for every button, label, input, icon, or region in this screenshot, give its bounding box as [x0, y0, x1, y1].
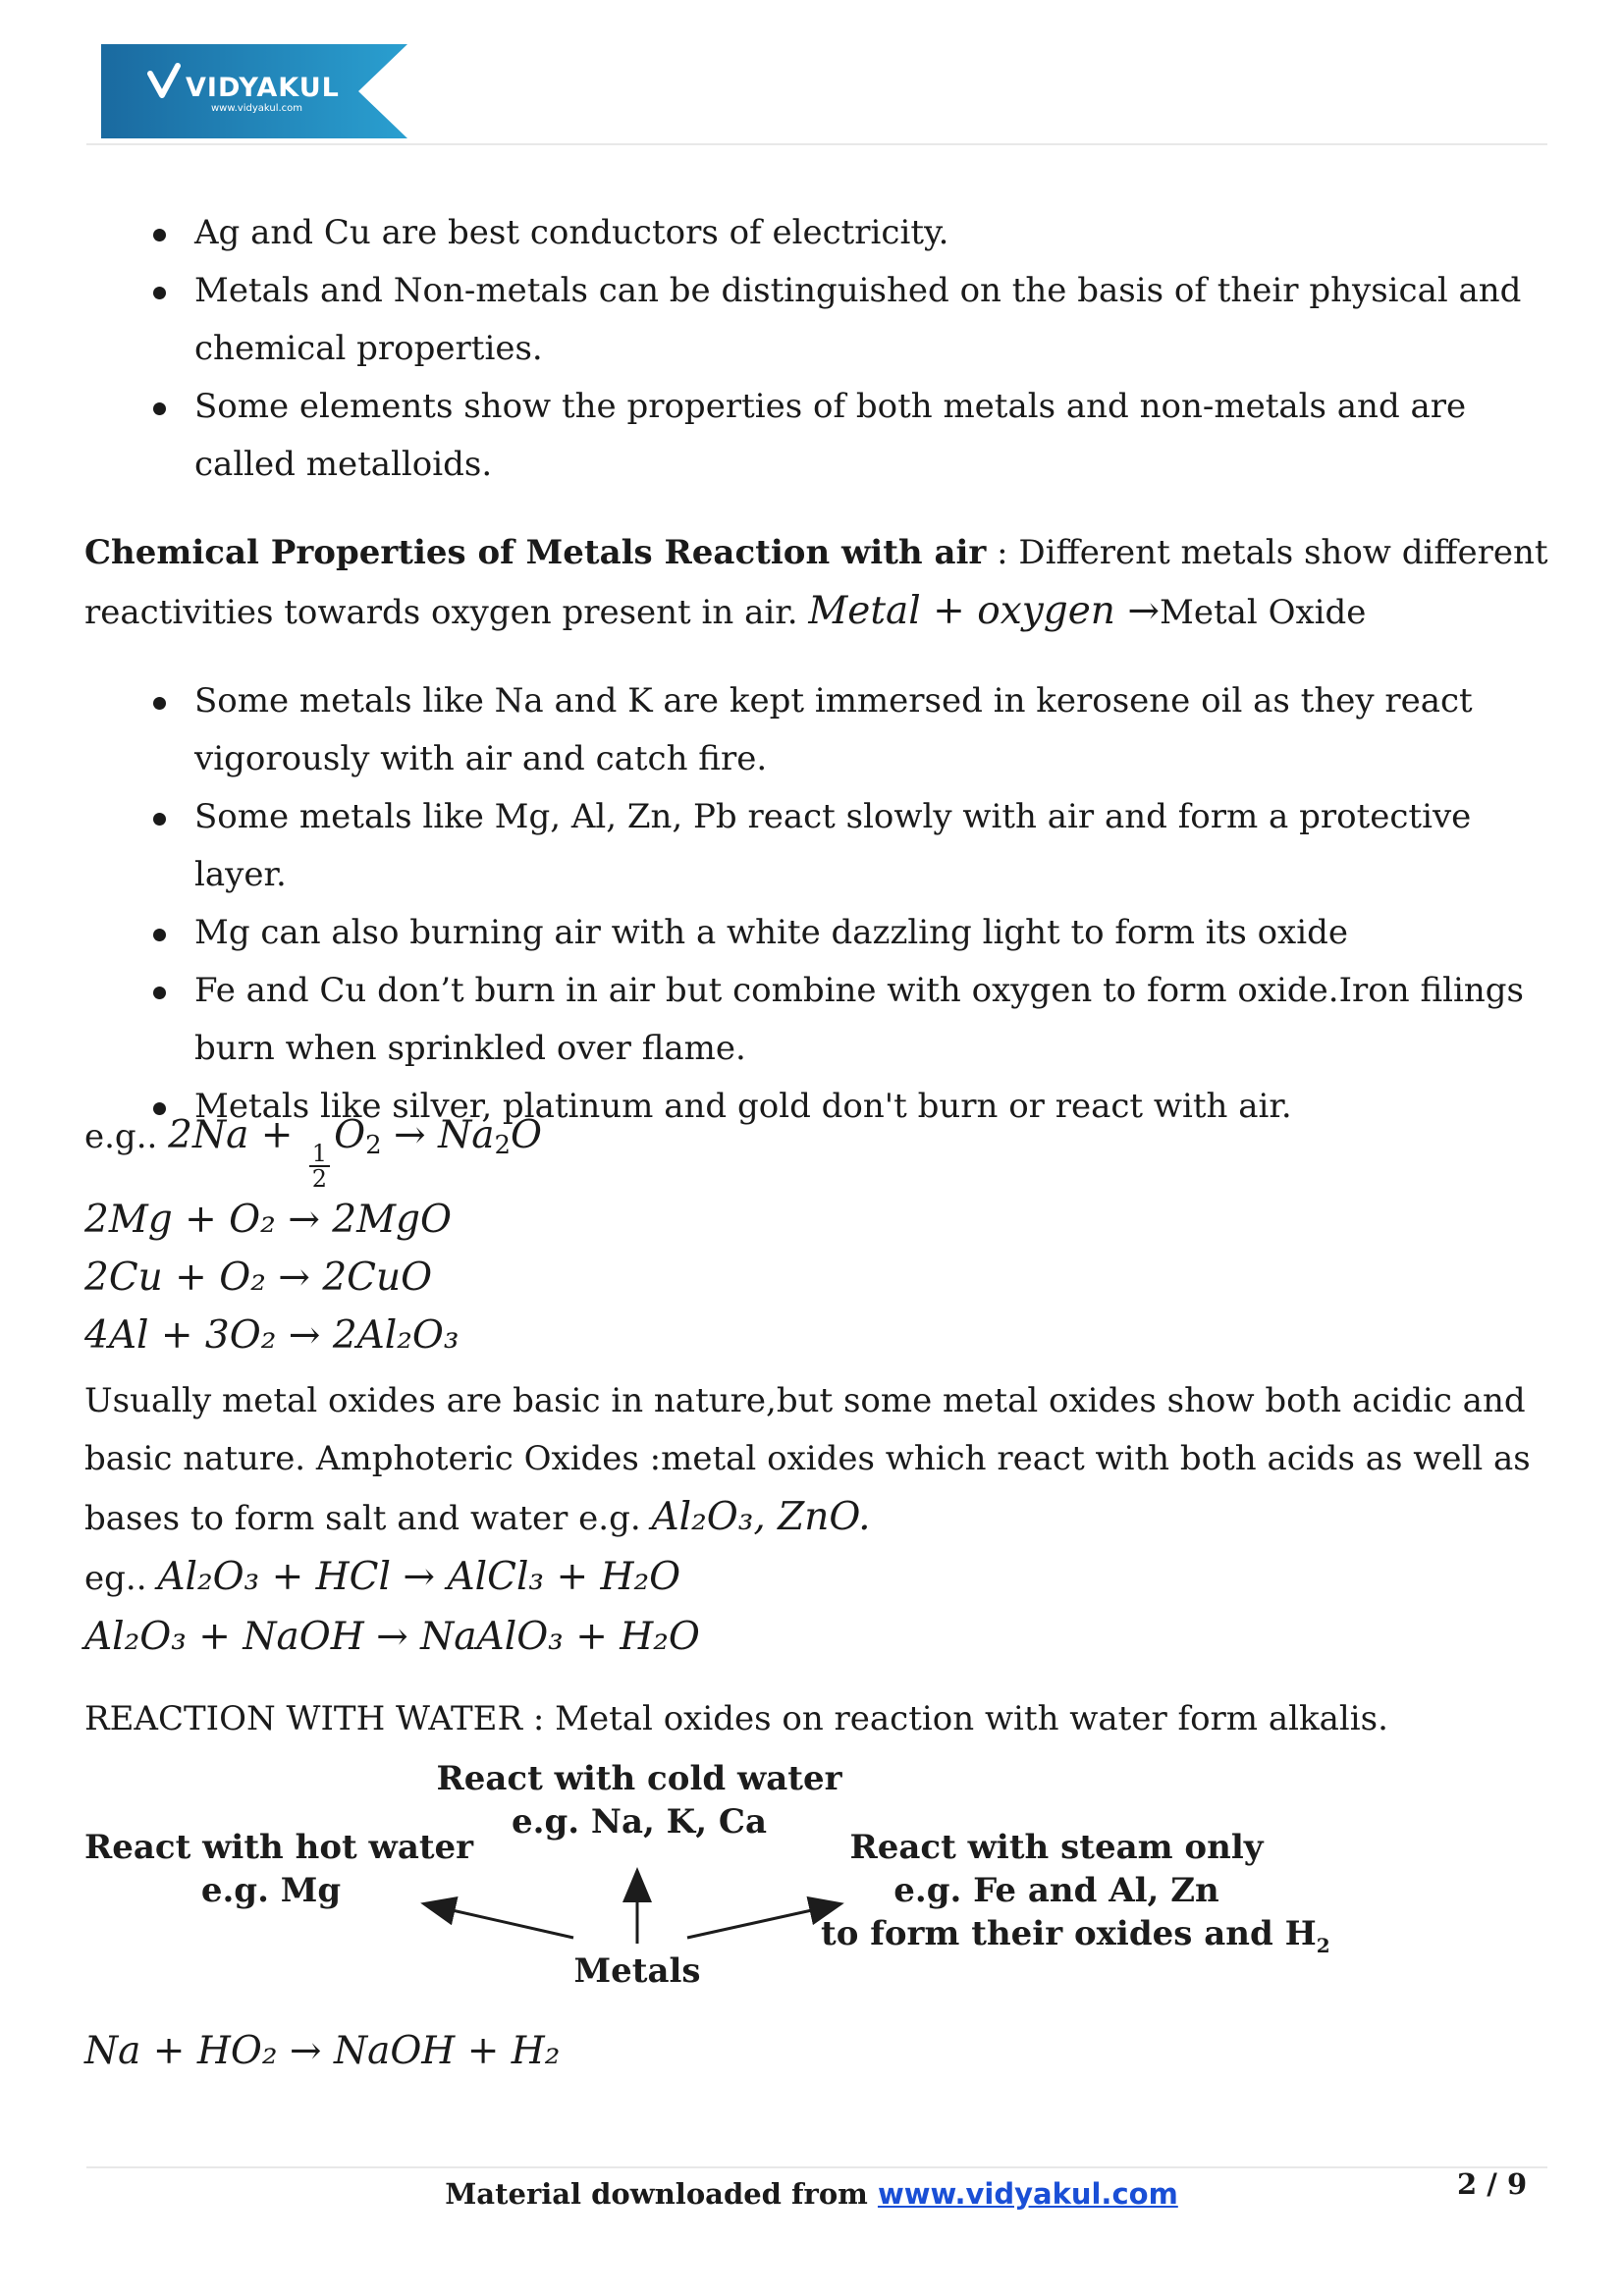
eq-prefix: eg..	[84, 1559, 158, 1598]
equation-line: 2Mg + O₂ → 2MgO	[84, 1198, 452, 1242]
label-line: e.g. Mg	[200, 1871, 342, 1910]
list-item: Fe and Cu don’t burn in air but combine with oxygen to form oxide.Iron filings burn when sprinkled over flame.	[84, 962, 1557, 1078]
section-heading: Chemical Properties of Metals Reaction with air	[84, 533, 987, 572]
footer-divider	[86, 2166, 1547, 2168]
logo-text: VIDYAKUL	[186, 73, 340, 103]
paragraph-text: Usually metal oxides are basic in nature,but some metal oxides show both acidic and basic nature. Amphoteric Oxides :metal oxides which react with both acids as well as bases to form salt and water e.g.	[84, 1381, 1531, 1538]
eq-part: O	[511, 1113, 542, 1157]
footer-text: Material downloaded from	[445, 2177, 878, 2211]
label-line: e.g. Fe and Al, Zn	[893, 1871, 1219, 1910]
metals-water-diagram	[84, 1757, 1330, 2012]
label-line: React with steam only	[849, 1828, 1264, 1867]
equation-line: Al₂O₃ + NaOH → NaAlO₃ + H₂O	[84, 1615, 700, 1659]
logo-url: www.vidyakul.com	[211, 103, 303, 114]
fraction-numerator: 1	[309, 1142, 330, 1167]
footer	[0, 2172, 1623, 2216]
paragraph-reaction-with-water: REACTION WITH WATER : Metal oxides on reaction with water form alkalis.	[84, 1699, 1388, 1738]
eq-subscript: 2	[365, 1131, 382, 1160]
paragraph-reaction-with-air	[84, 524, 1557, 642]
arrow-right	[687, 1904, 839, 1938]
equation-line	[84, 1106, 1557, 1191]
label-hot-water	[84, 1826, 474, 1912]
equation: Al₂O₃ + HCl → AlCl₃ + H₂O	[157, 1555, 681, 1599]
paragraph-text: : Different metals show different reactivities towards oxygen present in air.	[84, 533, 1548, 632]
list-item: Metals and Non-metals can be distinguished on the basis of their physical and chemical properties.	[84, 262, 1557, 378]
list-item: Metals like silver, platinum and gold don't burn or react with air.	[84, 1078, 1557, 1136]
equation-line: 2Cu + O₂ → 2CuO	[84, 1255, 433, 1300]
eq-subscript: 2	[494, 1131, 512, 1160]
paragraph-amphoteric-oxides	[84, 1372, 1557, 1548]
header-divider	[86, 143, 1547, 145]
equation-inline: Al₂O₃, ZnO.	[651, 1495, 871, 1539]
equation-inline: Metal + oxygen →	[808, 589, 1161, 633]
vidyakul-logo	[101, 44, 407, 138]
label-cold-water	[408, 1757, 870, 1843]
equation-line-sodium-water: Na + HO₂ → NaOH + H₂	[84, 2029, 561, 2073]
label-subscript: 2	[1316, 1933, 1330, 1957]
label-metals: Metals	[573, 1951, 701, 1991]
eq-part: O	[334, 1113, 366, 1157]
list-item: Some metals like Na and K are kept immersed in kerosene oil as they react vigorously with air and catch fire.	[84, 672, 1557, 788]
label-line	[821, 1912, 1330, 1967]
equation-product: Metal Oxide	[1160, 593, 1367, 632]
footer-link[interactable]: www.vidyakul.com	[877, 2177, 1178, 2211]
label-line: e.g. Na, K, Ca	[511, 1802, 767, 1842]
bullet-list-properties	[84, 204, 1557, 494]
list-item: Some elements show the properties of both metals and non-metals and are called metalloids.	[84, 378, 1557, 494]
list-item: Ag and Cu are best conductors of electricity.	[84, 204, 1557, 262]
eq-prefix: e.g..	[84, 1117, 169, 1156]
equation-block-amphoteric	[84, 1548, 1557, 1666]
eq-part: → Na	[381, 1113, 495, 1157]
page-number: 2 / 9	[1457, 2167, 1528, 2201]
eq-part: 2Na +	[168, 1113, 305, 1157]
equation-line	[84, 1548, 1557, 1608]
fraction-denominator: 2	[311, 1165, 328, 1193]
fraction	[309, 1142, 330, 1191]
label-text: to form their oxides and H	[821, 1914, 1317, 1953]
equation-block-oxides	[84, 1106, 1557, 1364]
equation-line: 4Al + 3O₂ → 2Al₂O₃	[84, 1313, 460, 1358]
label-line: React with hot water	[84, 1828, 474, 1867]
label-line: React with cold water	[436, 1759, 842, 1798]
list-item: Some metals like Mg, Al, Zn, Pb react slowly with air and form a protective layer.	[84, 788, 1557, 904]
bullet-list-reactivity	[84, 672, 1557, 1136]
label-steam	[821, 1826, 1330, 1967]
list-item: Mg can also burning air with a white dazzling light to form its oxide	[84, 904, 1557, 962]
